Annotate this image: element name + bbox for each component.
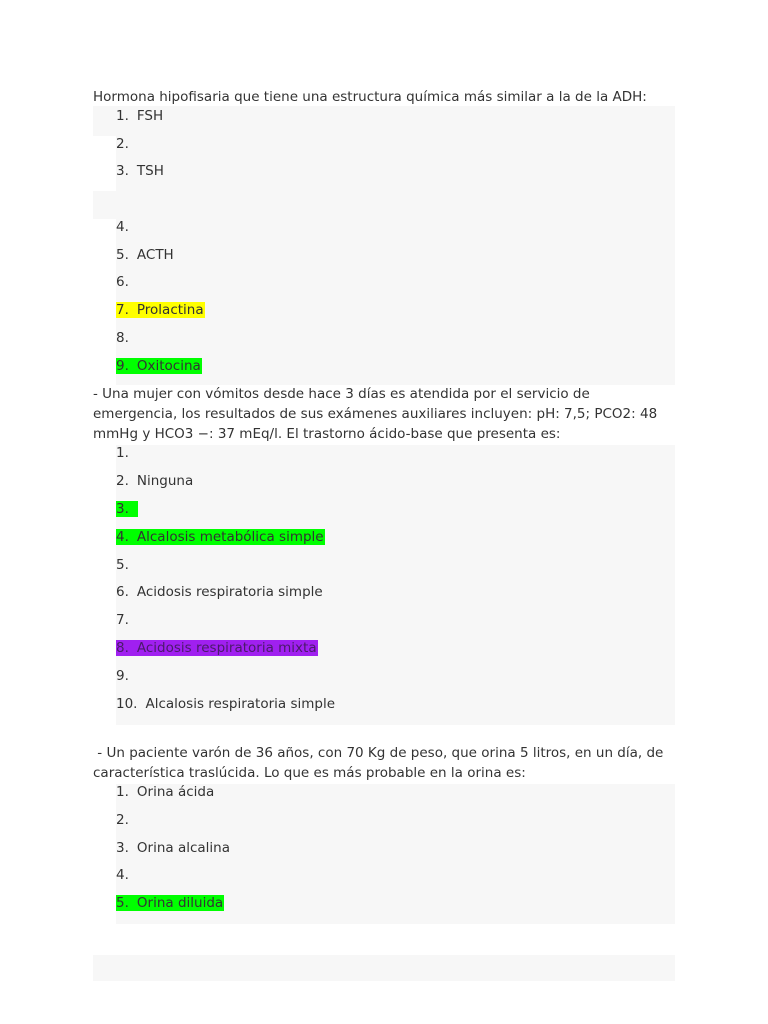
option-2: 2. — [116, 812, 129, 828]
option-5: 5. — [116, 557, 129, 573]
option-1: 1. Orina ácida — [116, 784, 215, 800]
option-2: 2. Ninguna — [116, 473, 194, 489]
option-4: 4. — [116, 219, 129, 235]
option-2: 2. — [116, 136, 129, 152]
highlight-yellow: 7. Prolactina — [116, 302, 204, 318]
option-7-highlighted — [116, 302, 205, 319]
highlight-green: 9. Oxitocina — [116, 358, 201, 374]
highlight-green: 5. Orina diluida — [116, 895, 224, 911]
option-1: 1. — [116, 445, 129, 461]
option-1: 1. FSH — [116, 108, 164, 124]
option-8: 8. — [116, 330, 129, 346]
highlight-purple: 8. Acidosis respiratoria mixta — [116, 640, 317, 656]
option-9: 9. — [116, 668, 129, 684]
shade-block — [93, 955, 675, 981]
option-3: 3. Orina alcalina — [116, 840, 230, 856]
question-2-prompt: - Una mujer con vómitos desde hace 3 días es atendida por el servicio de emergencia, los resultados de sus exámenes auxiliares incluyen: pH: 7,5; PCO2: 48 mmHg y HCO3 −: 37 mEq/l. El trastorno ácido-base que presenta es: — [93, 386, 658, 442]
option-3: 3. TSH — [116, 163, 164, 179]
option-9-highlighted — [116, 358, 202, 375]
option-6: 6. Acidosis respiratoria simple — [116, 584, 323, 600]
option-6: 6. — [116, 274, 129, 290]
option-4-highlighted — [116, 529, 325, 546]
option-8-highlighted — [116, 640, 318, 657]
option-3-highlighted — [116, 501, 138, 518]
highlight-green: 3. — [116, 501, 138, 517]
option-5-highlighted — [116, 895, 224, 912]
shade-block — [93, 191, 675, 219]
option-7: 7. — [116, 612, 129, 628]
shade-block — [93, 106, 675, 136]
highlight-green: 4. Alcalosis metabólica simple — [116, 529, 324, 545]
option-4: 4. — [116, 867, 129, 883]
option-10: 10. Alcalosis respiratoria simple — [116, 696, 335, 712]
option-5: 5. ACTH — [116, 247, 174, 263]
question-1-prompt: Hormona hipofisaria que tiene una estructura química más similar a la de la ADH: — [93, 89, 647, 105]
shade-block — [116, 136, 675, 191]
question-3-prompt: - Un paciente varón de 36 años, con 70 Kg de peso, que orina 5 litros, en un día, de característica traslúcida. Lo que es más probable en la orina es: — [93, 745, 668, 781]
